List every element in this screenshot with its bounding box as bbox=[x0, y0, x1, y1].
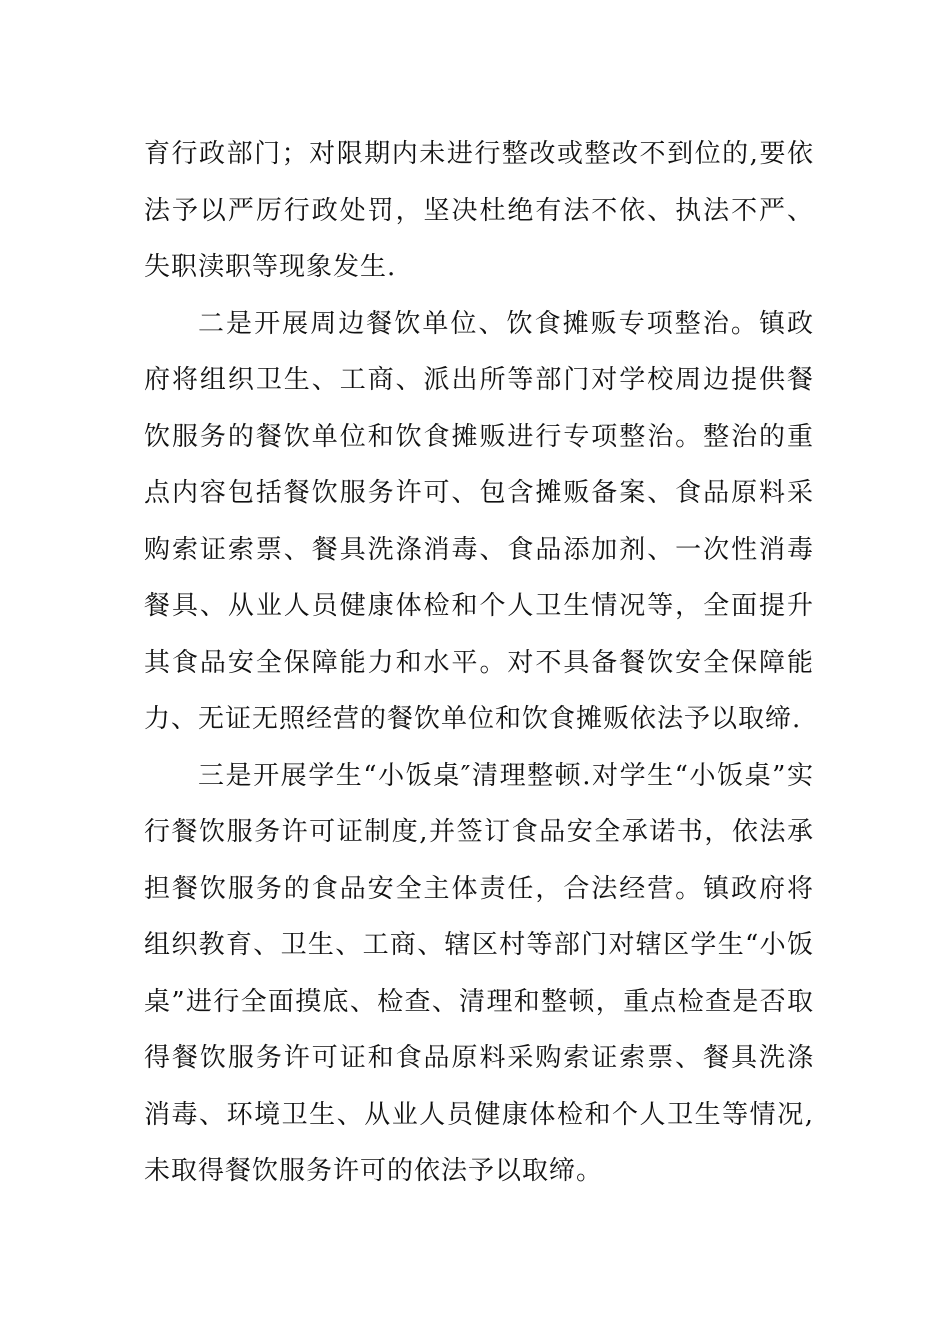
paragraph-continuation: 育行政部门；对限期内未进行整改或整改不到位的,要依法予以严厉行政处罚，坚决杜绝有法不依、执法不严、失职渎职等现象发生. bbox=[144, 139, 814, 282]
paragraph-second-measure: 二是开展周边餐饮单位、饮食摊贩专项整治。镇政府将组织卫生、工商、派出所等部门对学校周边提供餐饮服务的餐饮单位和饮食摊贩进行专项整治。整治的重点内容包括餐饮服务许可、包含摊贩备案、食品原料采购索证索票、餐具洗涤消毒、食品添加剂、一次性消毒餐具、从业人员健康体检和个人卫生情况等，全面提升其食品安全保障能力和水平。对不具备餐饮安全保障能力、无证无照经营的餐饮单位和饮食摊贩依法予以取缔. bbox=[144, 308, 814, 734]
paragraph-third-measure: 三是开展学生“小饭桌″清理整顿.对学生“小饭桌”实行餐饮服务许可证制度,并签订食品安全承诺书，依法承担餐饮服务的食品安全主体责任，合法经营。镇政府将组织教育、卫生、工商、辖区村等部门对辖区学生“小饭桌”进行全面摸底、检查、清理和整顿，重点检查是否取得餐饮服务许可证和食品原料采购索证索票、餐具洗涤消毒、环境卫生、从业人员健康体检和个人卫生等情况,未取得餐饮服务许可的依法予以取缔。 bbox=[144, 760, 814, 1186]
document-body bbox=[144, 126, 814, 1200]
